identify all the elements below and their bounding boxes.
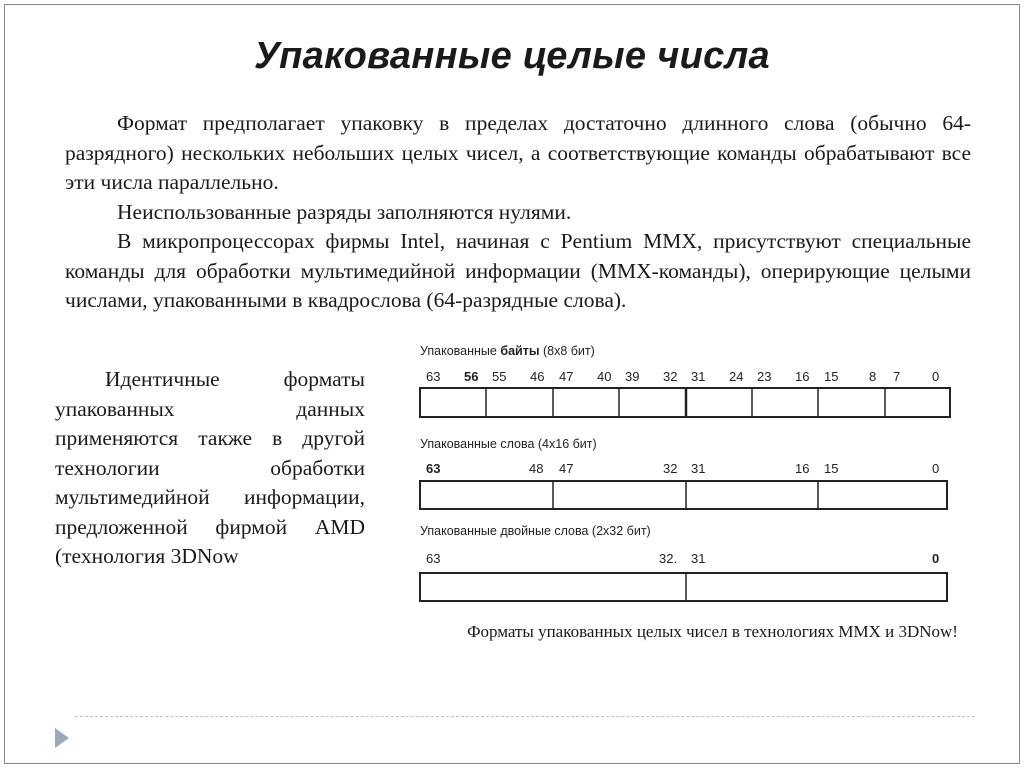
dwords-label: Упакованные двойные слова (2x32 бит) [420, 524, 651, 538]
svg-text:63: 63 [426, 461, 441, 476]
next-slide-arrow-icon[interactable] [55, 728, 69, 748]
paragraph-unused-bits: Неиспользованные разряды заполняются нулями. [117, 199, 572, 224]
footer-divider [75, 716, 975, 717]
svg-text:39: 39 [625, 369, 640, 384]
side-text [55, 365, 365, 572]
svg-text:32.: 32. [659, 551, 678, 566]
svg-text:24: 24 [729, 369, 744, 384]
diagram-caption: Форматы упакованных целых чисел в технологиях MMX и 3DNow! [467, 622, 958, 641]
dwords-register [420, 573, 947, 601]
svg-text:63: 63 [426, 551, 441, 566]
bytes-register [420, 388, 950, 417]
words-label: Упакованные слова (4x16 бит) [420, 437, 597, 451]
paragraph-format: Формат предполагает упаковку в пределах достаточно длинного слова (обычно 64-разрядного) нескольких небольших целых чисел, а соответствующие команды обрабатывают все эти числа параллельно. [65, 111, 971, 194]
paragraph-intel-mmx: В микропроцессорах фирмы Intel, начиная с Pentium MMX, присутствуют специальные команды для обработки мультимедийной информации (MMX-команды), оперирующие целыми числами, упакованными в квадрослова (64-разрядные слова). [65, 229, 971, 312]
svg-text:15: 15 [824, 369, 839, 384]
dwords-bit-numbers [426, 551, 939, 566]
svg-text:47: 47 [559, 461, 574, 476]
svg-text:56: 56 [464, 369, 479, 384]
svg-text:16: 16 [795, 369, 810, 384]
svg-text:32: 32 [663, 461, 678, 476]
svg-text:32: 32 [663, 369, 678, 384]
svg-text:16: 16 [795, 461, 810, 476]
svg-text:31: 31 [691, 369, 706, 384]
main-text [65, 109, 971, 316]
svg-text:63: 63 [426, 369, 441, 384]
svg-text:31: 31 [691, 551, 706, 566]
bytes-label: Упакованные байты (8x8 бит) [420, 344, 595, 358]
svg-text:0: 0 [932, 369, 940, 384]
svg-text:23: 23 [757, 369, 772, 384]
packed-formats-diagram [410, 335, 960, 610]
svg-text:55: 55 [492, 369, 507, 384]
svg-text:47: 47 [559, 369, 574, 384]
svg-text:0: 0 [932, 461, 940, 476]
svg-text:48: 48 [529, 461, 544, 476]
bytes-bit-numbers [426, 369, 939, 384]
svg-text:31: 31 [691, 461, 706, 476]
svg-text:0: 0 [932, 551, 940, 566]
svg-text:8: 8 [869, 369, 877, 384]
slide-title: Упакованные целые числа [254, 35, 770, 77]
paragraph-amd-3dnow: Идентичные форматы упакованных данных применяются также в другой технологии обработки мультимедийной информации, предложенной фирмой AMD (технология 3DNow [55, 367, 365, 568]
svg-text:15: 15 [824, 461, 839, 476]
svg-text:46: 46 [530, 369, 545, 384]
svg-text:40: 40 [597, 369, 612, 384]
words-bit-numbers [426, 461, 939, 476]
slide [4, 4, 1020, 764]
svg-text:7: 7 [893, 369, 901, 384]
words-register [420, 481, 947, 509]
